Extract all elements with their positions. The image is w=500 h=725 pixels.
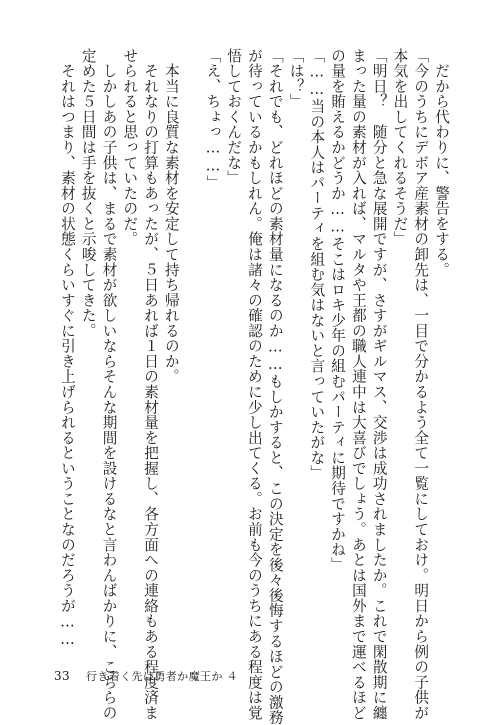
text-line: まった量の素材が入れば、マルタや王都の職人連中は大喜びでしょう。あとは国外まで運べるほど bbox=[349, 48, 367, 721]
text-line: が待っているかもしれん。俺は諸々の確認のために少し出てくる。お前も今のうちにある程度は覚 bbox=[245, 48, 263, 721]
text-line: 本気を出してくれるそうだ」 bbox=[391, 48, 409, 247]
text-line: の量を賄えるかどうか……そこはロキ少年の組むパーティに期待ですかね」 bbox=[329, 48, 347, 573]
text-line: 「それでも、どれほどの素材量になるのか……もしかすると、この決定を後々後悔するほどの激務 bbox=[266, 48, 284, 725]
text-line: だから代わりに、警告をする。 bbox=[433, 48, 450, 278]
page-footer bbox=[54, 668, 238, 684]
text-line: 「は？」 bbox=[287, 48, 305, 110]
text-line: 悟しておくんだな」 bbox=[225, 48, 243, 186]
text-line: 定めた５日間は手を抜くと示唆してきた。 bbox=[79, 48, 97, 339]
text-line: せられると思っていたのだ。 bbox=[121, 48, 139, 247]
text-line: 「明日？ 随分と急な展開ですが、さすがギルマス、交渉は成功されましたか。これで閑散期に纏 bbox=[370, 48, 388, 721]
text-line: 「え、ちょっ……」 bbox=[204, 48, 222, 191]
running-title: 行き着く先は勇者か魔王か ４ bbox=[85, 670, 239, 683]
text-line: 「今のうちにデボア産素材の卸先は、一目で分かるよう全て一覧にしておけ。明日から例の子供が bbox=[412, 48, 430, 721]
text-line: それはつまり、素材の状態くらいすぐに引き上げられるということなのだろうが…… bbox=[58, 48, 76, 649]
page-number: 33 bbox=[54, 669, 71, 683]
text-line: それなりの打算もあったが、５日あれば１日の素材量を把握し、各方面への連絡もある程度済ま bbox=[142, 48, 160, 721]
text-line: 本当に良質な素材を安定して持ち帰れるのか。 bbox=[162, 48, 180, 385]
text-line: しかしあの子供は、まるで素材が欲しいならそんな期間を設けるなと言わんばかりに、こちらの bbox=[100, 48, 118, 721]
text-line: 「……当の本人はパーティを組む気はないと言っていたがな」 bbox=[308, 48, 326, 481]
